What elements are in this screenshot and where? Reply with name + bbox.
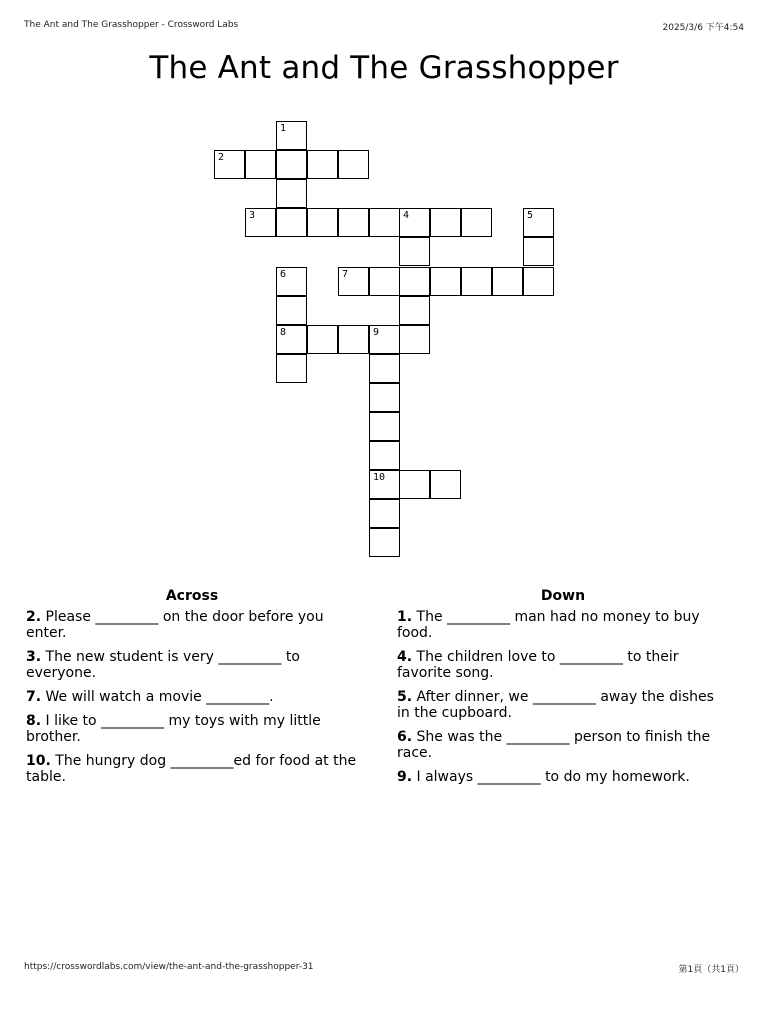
grid-cell[interactable] (276, 121, 307, 150)
print-header (24, 20, 744, 34)
clue-text: The new student is very _________ to everyone. (26, 649, 300, 681)
grid-cell[interactable] (369, 412, 400, 441)
grid-cell[interactable] (276, 354, 307, 383)
clue-number: 1. (397, 609, 413, 625)
clue-number: 3. (26, 649, 42, 665)
grid-cell[interactable] (369, 528, 400, 557)
grid-cell[interactable] (523, 208, 554, 237)
grid-cell[interactable] (276, 150, 307, 179)
print-header-title: The Ant and The Grasshopper - Crossword Labs (24, 20, 239, 30)
clue-text: Please _________ on the door before you enter. (26, 609, 324, 641)
clue-number-label: 8 (280, 327, 287, 338)
across-clue-list (26, 609, 358, 785)
grid-cell[interactable] (523, 237, 554, 266)
grid-cell[interactable] (492, 267, 523, 296)
clue-text: The _________ man had no money to buy food. (397, 609, 700, 641)
grid-cell[interactable] (338, 208, 369, 237)
clue-number-label: 10 (373, 472, 386, 483)
clue-text: We will watch a movie _________. (41, 689, 274, 705)
grid-cell[interactable] (338, 150, 369, 179)
print-footer (24, 962, 744, 976)
clue-item (397, 729, 729, 761)
grid-cell[interactable] (461, 208, 492, 237)
grid-cell[interactable] (399, 325, 430, 354)
grid-cell[interactable] (276, 208, 307, 237)
grid-cell[interactable] (399, 208, 430, 237)
grid-cell[interactable] (276, 296, 307, 325)
clue-number: 7. (26, 689, 42, 705)
grid-cell[interactable] (430, 208, 461, 237)
clue-number-label: 1 (280, 123, 287, 134)
grid-cell[interactable] (276, 325, 307, 354)
clue-number: 10. (26, 753, 51, 769)
down-clues (397, 588, 729, 793)
grid-cell[interactable] (399, 237, 430, 266)
clue-number: 9. (397, 769, 413, 785)
clue-item (26, 689, 358, 705)
grid-cell[interactable] (369, 208, 400, 237)
clue-text: After dinner, we _________ away the dishes in the cupboard. (397, 689, 714, 721)
print-footer-url: https://crosswordlabs.com/view/the-ant-and-the-grasshopper-31 (24, 962, 314, 972)
grid-cell[interactable] (399, 267, 430, 296)
print-footer-page-info: 第1頁（共1頁） (678, 965, 744, 975)
page-title: The Ant and The Grasshopper (149, 50, 619, 86)
grid-cell[interactable] (461, 267, 492, 296)
clue-number: 5. (397, 689, 413, 705)
grid-cell[interactable] (276, 179, 307, 208)
clue-number-label: 4 (403, 210, 410, 221)
clue-item (397, 649, 729, 681)
grid-cell[interactable] (245, 208, 276, 237)
grid-cell[interactable] (430, 267, 461, 296)
grid-cell[interactable] (338, 267, 369, 296)
clue-text: The hungry dog _________ed for food at the table. (26, 753, 357, 785)
down-clue-list (397, 609, 729, 785)
grid-cell[interactable] (399, 470, 430, 499)
grid-cell[interactable] (369, 441, 400, 470)
grid-cell[interactable] (245, 150, 276, 179)
grid-cell[interactable] (307, 325, 338, 354)
clue-item (26, 649, 358, 681)
grid-cell[interactable] (399, 296, 430, 325)
clue-text: I like to _________ my toys with my little brother. (26, 713, 321, 745)
clue-text: She was the _________ person to finish the race. (397, 729, 711, 761)
grid-cell[interactable] (338, 325, 369, 354)
grid-cell[interactable] (523, 267, 554, 296)
clue-number-label: 2 (218, 152, 225, 163)
grid-cell[interactable] (369, 325, 400, 354)
clue-number-label: 5 (527, 210, 534, 221)
grid-cell[interactable] (307, 150, 338, 179)
clue-number: 8. (26, 713, 42, 729)
clue-item (397, 609, 729, 641)
clue-number: 2. (26, 609, 42, 625)
clue-number: 6. (397, 729, 413, 745)
clue-number-label: 6 (280, 269, 287, 280)
clue-item (26, 609, 358, 641)
clue-number: 4. (397, 649, 413, 665)
print-header-datetime: 2025/3/6 下午4:54 (662, 23, 744, 33)
grid-cell[interactable] (369, 267, 400, 296)
across-clues (26, 588, 358, 793)
grid-cell[interactable] (369, 354, 400, 383)
clue-number-label: 3 (249, 210, 256, 221)
grid-cell[interactable] (307, 208, 338, 237)
clue-item (397, 769, 729, 785)
clue-text: The children love to _________ to their favorite song. (397, 649, 679, 681)
across-heading: Across (165, 588, 219, 604)
grid-cell[interactable] (369, 383, 400, 412)
clue-item (26, 753, 358, 785)
clue-number-label: 9 (373, 327, 380, 338)
clue-number-label: 7 (342, 269, 349, 280)
clue-text: I always _________ to do my homework. (412, 769, 690, 785)
grid-cell[interactable] (214, 150, 245, 179)
down-heading: Down (540, 588, 586, 604)
grid-cell[interactable] (430, 470, 461, 499)
clue-item (26, 713, 358, 745)
grid-cell[interactable] (369, 470, 400, 499)
grid-cell[interactable] (369, 499, 400, 528)
clue-item (397, 689, 729, 721)
grid-cell[interactable] (276, 267, 307, 296)
